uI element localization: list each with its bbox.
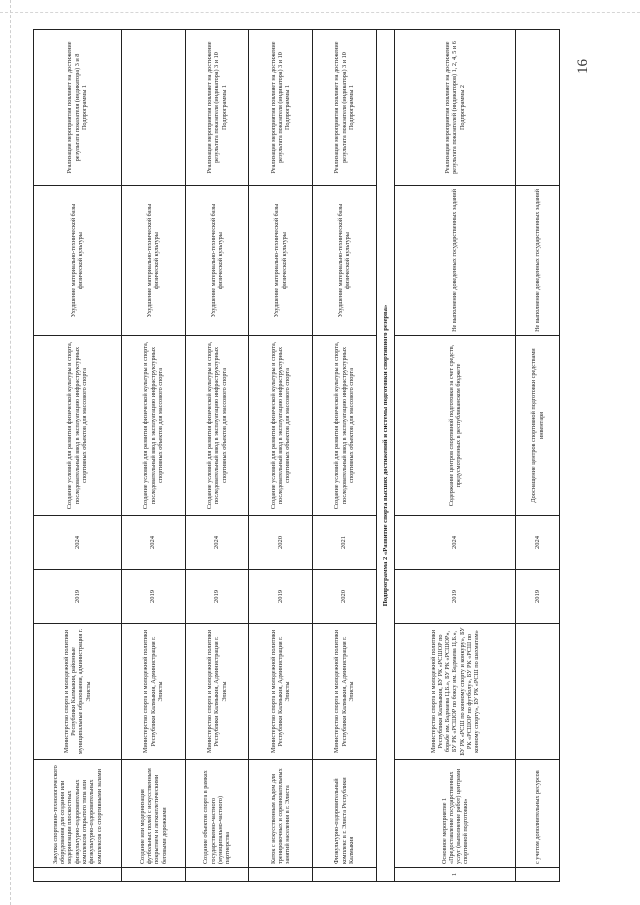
table-row <box>395 30 516 882</box>
cell-end-year: 2024 <box>395 516 516 570</box>
cell-indicator-link: Реализация мероприятия повлияет на достижение результата показателя (индикатора) 3 и 10 Подпрограммы 1 <box>185 30 249 186</box>
cell-measure: Каток с искусственным льдом для тренировочных и соревновательных занятий населения в г. Элиста <box>249 760 313 868</box>
table-row <box>121 30 185 882</box>
cell-start-year: 2020 <box>312 570 376 624</box>
cell-consequences: Не выполнение доведенных государственных заданий <box>395 186 516 336</box>
cell-expected-result: Создание условий для развития физической культуры и спорта, последовательный ввод в эксплуатацию инфраструктурных спортивных объектов для массового спорта <box>121 336 185 516</box>
cell-start-year: 2019 <box>121 570 185 624</box>
cell-measure: Создание объектов спорта в рамках государственно-частного (муниципально-частного) партнерства <box>185 760 249 868</box>
cell-start-year: 2019 <box>516 570 560 624</box>
table-row <box>312 30 376 882</box>
cell-consequences: Не выполнение доведенных государственных заданий <box>516 186 560 336</box>
cell-executor: Министерство спорта и молодежной политики Республики Калмыкия, БУ РК «РСШОР по борьбе им. Бадмаева Ц.Б.», БУ РК «РСШОР», БУ РК «РСШОР по боксу им. Бадмаева Ц.Б.», БУ РК «РСШ по конному спорту и конкуру», БУ РК «РСШОР по футболу», БУ РК «РСШ по конному спорту», БУ РК «РСШ по шахматам» <box>395 624 516 760</box>
cell-expected-result: Создание условий для развития физической культуры и спорта, последовательный ввод в эксплуатацию инфраструктурных спортивных объектов для массового спорта <box>185 336 249 516</box>
rotated-table-container <box>33 30 560 882</box>
cell-consequences: Ухудшение материально-технической базы физической культуры <box>185 186 249 336</box>
cell-start-year: 2019 <box>249 570 313 624</box>
cell-end-year: 2020 <box>249 516 313 570</box>
cell-number: 1 <box>395 868 516 882</box>
cell-indicator-link: Реализация мероприятия повлияет на достижение результата показателя (индикатора) 3 и 8 Подпрограммы 1 <box>34 30 122 186</box>
cell-consequences: Ухудшение материально-технической базы физической культуры <box>34 186 122 336</box>
cell-end-year: 2024 <box>185 516 249 570</box>
cell-executor: Министерство спорта и молодежной политики Республики Калмыкия, районные муниципальные образования, администрация г. Элисты <box>34 624 122 760</box>
cell-measure: с учетом дополнительных ресурсов <box>516 760 560 868</box>
cell-expected-result: Содержание центров спортивной подготовки за счет средств, предусмотренных в республиканском бюджете <box>395 336 516 516</box>
section-header-row <box>376 30 395 882</box>
cell-indicator-link: Реализация мероприятия повлияет на достижение результата показателя (индикатора) 3 и 10 Подпрограммы 1 <box>249 30 313 186</box>
cell-measure: Закупка спортивно-технологического оборудования для создания или модернизации плоскостных физкультурно-оздоровительных комплексов открытого типа или физкультурно-оздоровительных комплексов со спортивными залами <box>34 760 122 868</box>
cell-number <box>516 868 560 882</box>
cell-indicator-link: Реализация мероприятия повлияет на достижение результата показателей (индикаторов) 1, 2, 4, 5 и 6 Подпрограммы 2 <box>395 30 516 186</box>
cell-start-year: 2019 <box>34 570 122 624</box>
cell-executor: Министерство спорта и молодежной политики Республики Калмыкия, Администрация г. Элисты <box>185 624 249 760</box>
measures-table <box>33 29 560 882</box>
cell-consequences: Ухудшение материально-технической базы физической культуры <box>312 186 376 336</box>
cell-start-year: 2019 <box>395 570 516 624</box>
cell-expected-result: Создание условий для развития физической культуры и спорта, последовательный ввод в эксплуатацию инфраструктурных спортивных объектов для массового спорта <box>249 336 313 516</box>
cell-consequences: Ухудшение материально-технической базы физической культуры <box>249 186 313 336</box>
table-row <box>185 30 249 882</box>
section-title: Подпрограмма 2 «Развитие спорта высших достижений и системы подготовки спортивного резерва» <box>376 30 395 882</box>
cell-executor: Министерство спорта и молодежной политики Республики Калмыкия, Администрация г. Элисты <box>249 624 313 760</box>
cell-end-year: 2021 <box>312 516 376 570</box>
cell-measure: Создание или модернизация футбольных полей с искусственным покрытием и легкоатлетическими беговыми дорожками <box>121 760 185 868</box>
cell-end-year: 2024 <box>516 516 560 570</box>
cell-number <box>312 868 376 882</box>
table-row <box>516 30 560 882</box>
cell-expected-result: Создание условий для развития физической культуры и спорта, последовательный ввод в эксплуатацию инфраструктурных спортивных объектов для массового спорта <box>34 336 122 516</box>
cell-executor: Министерство спорта и молодежной политики Республики Калмыкия, Администрация г. Элисты <box>312 624 376 760</box>
cell-number <box>185 868 249 882</box>
cell-number <box>121 868 185 882</box>
cell-indicator-link <box>121 30 185 186</box>
cell-executor <box>516 624 560 760</box>
cell-measure: Физкультурно-оздоровительный комплекс в г. Элиста Республики Калмыкия <box>312 760 376 868</box>
cell-measure: Основное мероприятие 1 «Предоставление государственных услуг (выполнение работ) центрами спортивной подготовки» <box>395 760 516 868</box>
cell-consequences: Ухудшение материально-технической базы физической культуры <box>121 186 185 336</box>
cell-indicator-link <box>516 30 560 186</box>
page-number: 16 <box>575 59 591 74</box>
table-row <box>249 30 313 882</box>
cell-indicator-link: Реализация мероприятия повлияет на достижение результата показателя (индикатора) 3 и 10 Подпрограммы 1 <box>312 30 376 186</box>
cell-start-year: 2019 <box>185 570 249 624</box>
cell-expected-result: Создание условий для развития физической культуры и спорта, последовательный ввод в эксплуатацию инфраструктурных спортивных объектов для массового спорта <box>312 336 376 516</box>
cell-number <box>34 868 122 882</box>
cell-end-year: 2024 <box>121 516 185 570</box>
scan-edge-top <box>0 0 640 13</box>
scan-edge-left <box>0 0 11 905</box>
cell-executor: Министерство спорта и молодежной политики Республики Калмыкия, Администрация г. Элисты <box>121 624 185 760</box>
cell-number <box>249 868 313 882</box>
cell-end-year: 2024 <box>34 516 122 570</box>
cell-expected-result: Дооснащение центров спортивной подготовки средствами инвентаря <box>516 336 560 516</box>
table-row <box>34 30 122 882</box>
